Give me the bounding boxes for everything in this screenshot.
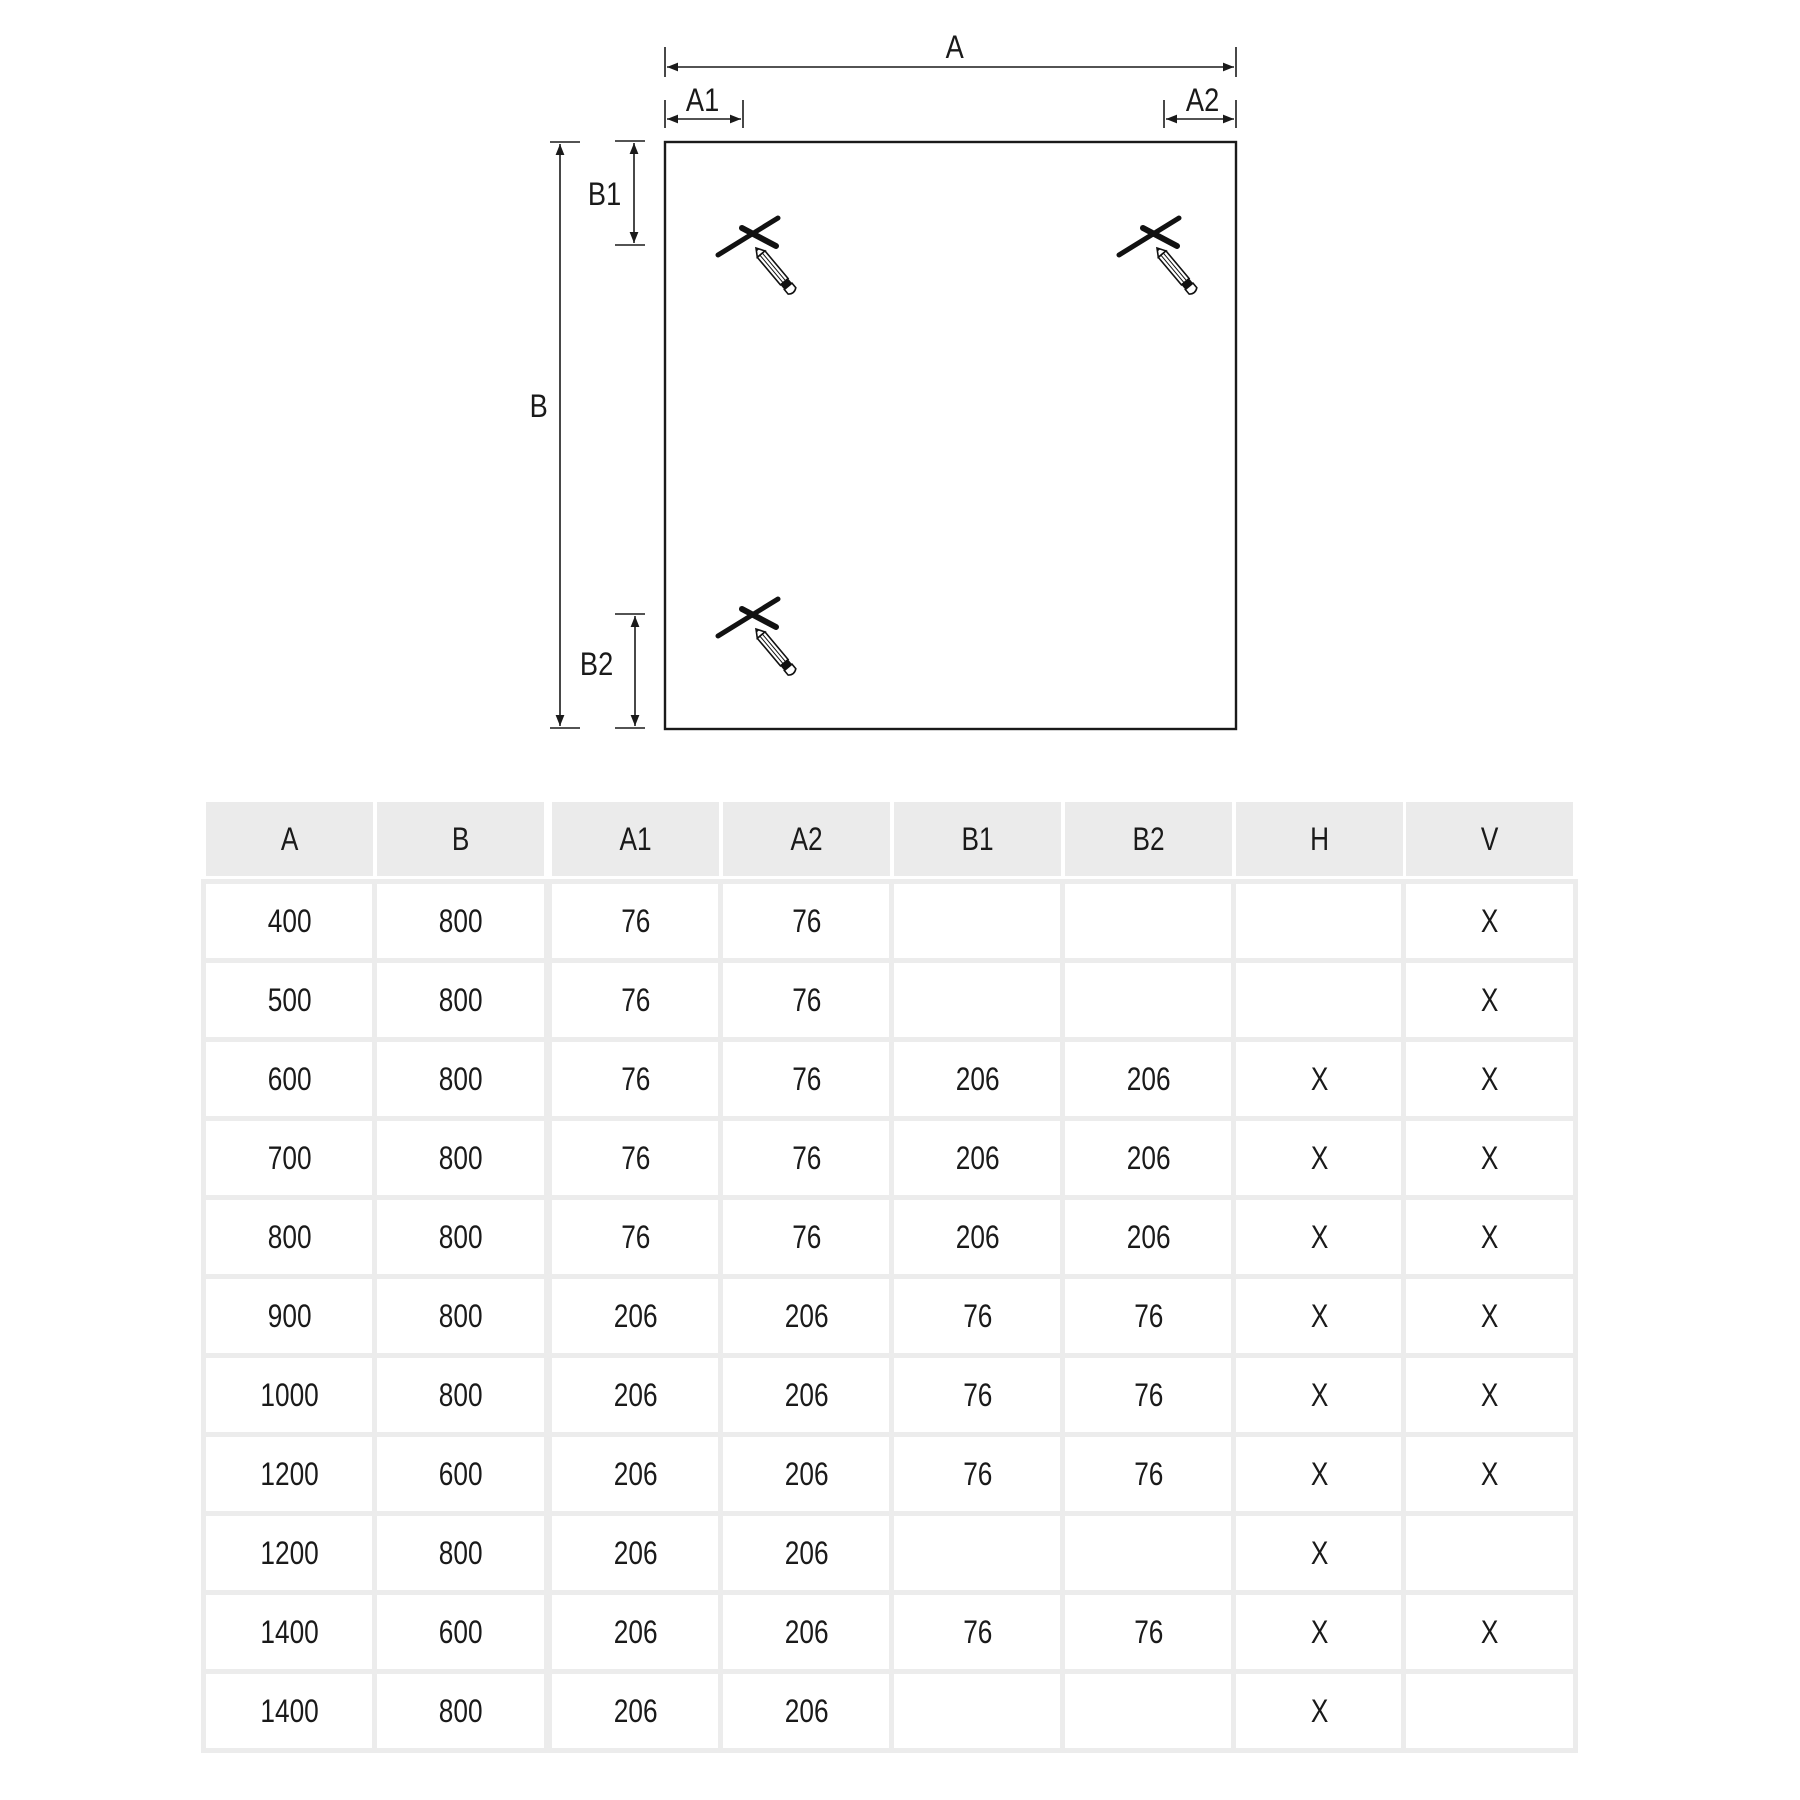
table-cell — [1236, 1437, 1403, 1511]
table-cell-value: X — [1480, 1060, 1499, 1097]
pencil-x-mark-icon — [718, 599, 797, 677]
table-cell — [1406, 1121, 1573, 1195]
column-header — [377, 802, 544, 876]
table-cell-value: 76 — [1133, 1376, 1164, 1413]
table-cell — [1406, 1595, 1573, 1669]
table-cell-value: X — [1310, 1692, 1329, 1729]
table-cell — [552, 1437, 719, 1511]
table-cell — [206, 1358, 373, 1432]
table-cell — [1236, 1674, 1403, 1748]
column-header — [723, 802, 890, 876]
table-cell — [206, 1042, 373, 1116]
column-header — [206, 802, 373, 876]
table-cell-value: 206 — [784, 1534, 829, 1571]
table-cell — [1406, 1437, 1573, 1511]
table-cell-value: X — [1480, 1297, 1499, 1334]
table-cell-value: 206 — [955, 1139, 1000, 1176]
table-cell — [1236, 1121, 1403, 1195]
table-cell — [1065, 1200, 1232, 1274]
table-cell — [377, 1121, 544, 1195]
table-cell-value: 206 — [784, 1692, 829, 1729]
column-header-label: B — [451, 820, 470, 857]
table-cell-value: 206 — [613, 1613, 658, 1650]
table-cell-value: 800 — [438, 981, 483, 1018]
table-cell-value: 76 — [620, 981, 651, 1018]
diagram-drawing — [0, 0, 1800, 780]
table-cell — [894, 1595, 1061, 1669]
table-cell — [894, 1200, 1061, 1274]
table-cell-value: 1400 — [260, 1613, 319, 1650]
table-cell-value: X — [1480, 1218, 1499, 1255]
table-cell — [723, 1674, 890, 1748]
table-cell — [206, 1279, 373, 1353]
table-cell-value: X — [1480, 1613, 1499, 1650]
table-cell — [723, 1042, 890, 1116]
table-cell — [206, 1437, 373, 1511]
table-cell — [377, 1516, 544, 1590]
table-cell-value: 76 — [1133, 1297, 1164, 1334]
table-cell — [1065, 1279, 1232, 1353]
table-cell-value: 76 — [1133, 1613, 1164, 1650]
table-cell — [1406, 1042, 1573, 1116]
table-cell-value: 206 — [784, 1297, 829, 1334]
table-cell — [1406, 1516, 1573, 1590]
table-cell — [1065, 1042, 1232, 1116]
table-cell-value: X — [1310, 1060, 1329, 1097]
table-cell — [723, 1437, 890, 1511]
table-cell-value: 76 — [620, 902, 651, 939]
table-cell-value: 700 — [267, 1139, 312, 1176]
table-cell — [1406, 1200, 1573, 1274]
dimension-label-a: A — [945, 29, 964, 65]
table-cell-value: 206 — [1126, 1060, 1171, 1097]
table-cell — [1406, 1358, 1573, 1432]
column-header-label: A2 — [790, 820, 823, 857]
column-header-label: V — [1480, 820, 1499, 857]
table-cell-value: 76 — [620, 1139, 651, 1176]
table-cell — [552, 963, 719, 1037]
table-cell — [377, 1358, 544, 1432]
table-cell-value: 76 — [962, 1297, 993, 1334]
table-cell-value: 206 — [784, 1455, 829, 1492]
table-cell-value: 76 — [962, 1455, 993, 1492]
table-cell — [894, 1674, 1061, 1748]
table-cell — [1236, 1200, 1403, 1274]
dimension-label-b: B — [529, 388, 548, 424]
table-cell — [377, 1437, 544, 1511]
table-cell — [377, 1279, 544, 1353]
table-cell — [552, 1121, 719, 1195]
pencil-x-mark-icon — [1119, 218, 1198, 296]
table-cell-value: 600 — [267, 1060, 312, 1097]
table-cell-value: 1400 — [260, 1692, 319, 1729]
table-cell-value: X — [1480, 902, 1499, 939]
column-header-label: H — [1310, 820, 1329, 857]
table-cell — [552, 884, 719, 958]
table-cell — [552, 1516, 719, 1590]
column-header — [552, 802, 719, 876]
table-cell — [894, 1279, 1061, 1353]
table-cell — [723, 1516, 890, 1590]
table-cell — [377, 1674, 544, 1748]
column-header — [1065, 802, 1232, 876]
table-cell-value: 600 — [438, 1455, 483, 1492]
table-cell — [1236, 1358, 1403, 1432]
column-header-label: B1 — [961, 820, 994, 857]
table-cell-value: X — [1310, 1218, 1329, 1255]
table-cell — [1236, 884, 1403, 958]
table-cell — [377, 1595, 544, 1669]
table-cell-value: 76 — [962, 1613, 993, 1650]
table-cell-value: 206 — [613, 1297, 658, 1334]
table-cell-value: 206 — [955, 1218, 1000, 1255]
table-cell — [723, 963, 890, 1037]
table-cell — [894, 884, 1061, 958]
table-cell — [1065, 1595, 1232, 1669]
table-cell-value: 206 — [1126, 1139, 1171, 1176]
table-cell — [1236, 1042, 1403, 1116]
table-cell — [377, 1042, 544, 1116]
table-cell-value: 800 — [438, 1297, 483, 1334]
table-cell — [206, 884, 373, 958]
table-cell-value: X — [1480, 1455, 1499, 1492]
table-cell — [723, 1358, 890, 1432]
column-header-label: B2 — [1132, 820, 1165, 857]
table-cell-value: 76 — [791, 902, 822, 939]
table-cell — [723, 1279, 890, 1353]
table-cell — [552, 1200, 719, 1274]
table-cell-value: 206 — [613, 1692, 658, 1729]
table-cell-value: X — [1310, 1613, 1329, 1650]
table-cell-value: 76 — [1133, 1455, 1164, 1492]
table-cell — [206, 1595, 373, 1669]
table-cell-value: 1000 — [260, 1376, 319, 1413]
table-cell — [894, 963, 1061, 1037]
table-cell-value: 800 — [438, 1534, 483, 1571]
table-cell-value: X — [1480, 981, 1499, 1018]
table-cell — [552, 1279, 719, 1353]
table-cell — [894, 1358, 1061, 1432]
table-cell-value: 206 — [1126, 1218, 1171, 1255]
table-cell — [552, 1042, 719, 1116]
table-cell — [1065, 1516, 1232, 1590]
table-cell-value: 76 — [962, 1376, 993, 1413]
table-cell-value: 800 — [438, 1139, 483, 1176]
pencil-x-mark-icon — [718, 218, 797, 296]
table-cell-value: X — [1310, 1297, 1329, 1334]
table-cell-value: 206 — [784, 1376, 829, 1413]
table-cell — [1065, 884, 1232, 958]
table-cell-value: 800 — [438, 1692, 483, 1729]
table-cell — [894, 1437, 1061, 1511]
table-cell-value: 500 — [267, 981, 312, 1018]
table-cell-value: 206 — [955, 1060, 1000, 1097]
table-cell-value: X — [1310, 1534, 1329, 1571]
dimension-diagram — [0, 0, 1800, 780]
table-cell — [1406, 884, 1573, 958]
table-cell-value: X — [1310, 1139, 1329, 1176]
table-cell-value: 600 — [438, 1613, 483, 1650]
table-cell-value: 800 — [438, 902, 483, 939]
column-header-label: A1 — [619, 820, 652, 857]
table-cell-value: 76 — [620, 1218, 651, 1255]
table-cell — [1236, 1595, 1403, 1669]
dimension-label-b1: B1 — [587, 176, 622, 212]
table-cell-value: X — [1310, 1455, 1329, 1492]
column-header — [894, 802, 1061, 876]
column-header — [1236, 802, 1403, 876]
table-cell — [1236, 1279, 1403, 1353]
table-cell — [723, 1121, 890, 1195]
table-cell-value: 206 — [613, 1455, 658, 1492]
table-cell — [894, 1516, 1061, 1590]
table-cell — [1406, 1279, 1573, 1353]
table-cell-value: 800 — [438, 1218, 483, 1255]
table-cell — [377, 963, 544, 1037]
table-cell-value: 76 — [791, 1139, 822, 1176]
table-cell — [206, 1674, 373, 1748]
dimension-label-a1: A1 — [685, 82, 720, 118]
table-cell-value: 1200 — [260, 1534, 319, 1571]
table-cell-value: 206 — [613, 1534, 658, 1571]
table-cell — [1406, 1674, 1573, 1748]
column-header — [1406, 802, 1573, 876]
table-cell-value: 1200 — [260, 1455, 319, 1492]
table-cell-value: 206 — [613, 1376, 658, 1413]
table-cell — [1406, 963, 1573, 1037]
table-cell — [206, 1121, 373, 1195]
table-cell — [552, 1358, 719, 1432]
table-cell — [552, 1674, 719, 1748]
table-cell — [206, 963, 373, 1037]
dimension-label-a2: A2 — [1185, 82, 1220, 118]
table-cell — [1236, 1516, 1403, 1590]
table-cell — [1065, 1437, 1232, 1511]
table-cell-value: 800 — [438, 1376, 483, 1413]
table-cell — [206, 1200, 373, 1274]
table-cell — [894, 1121, 1061, 1195]
table-cell — [377, 1200, 544, 1274]
table-cell — [894, 1042, 1061, 1116]
table-cell — [377, 884, 544, 958]
column-header-label: A — [280, 820, 299, 857]
table-cell-value: X — [1310, 1376, 1329, 1413]
table-cell — [1065, 963, 1232, 1037]
table-cell — [723, 1595, 890, 1669]
table-cell-value: 76 — [791, 1218, 822, 1255]
table-cell — [723, 884, 890, 958]
table-cell — [1065, 1121, 1232, 1195]
table-cell-value: 800 — [438, 1060, 483, 1097]
table-cell — [723, 1200, 890, 1274]
table-cell-value: 76 — [620, 1060, 651, 1097]
table-cell-value: X — [1480, 1376, 1499, 1413]
table-cell — [1065, 1358, 1232, 1432]
table-cell-value: X — [1480, 1139, 1499, 1176]
table-cell — [206, 1516, 373, 1590]
table-cell — [1065, 1674, 1232, 1748]
table-cell-value: 800 — [267, 1218, 312, 1255]
table-cell-value: 206 — [784, 1613, 829, 1650]
table-cell — [1236, 963, 1403, 1037]
table-cell-value: 76 — [791, 1060, 822, 1097]
table-cell — [552, 1595, 719, 1669]
table-cell-value: 900 — [267, 1297, 312, 1334]
dimension-label-b2: B2 — [579, 646, 614, 682]
table-cell-value: 76 — [791, 981, 822, 1018]
table-cell-value: 400 — [267, 902, 312, 939]
